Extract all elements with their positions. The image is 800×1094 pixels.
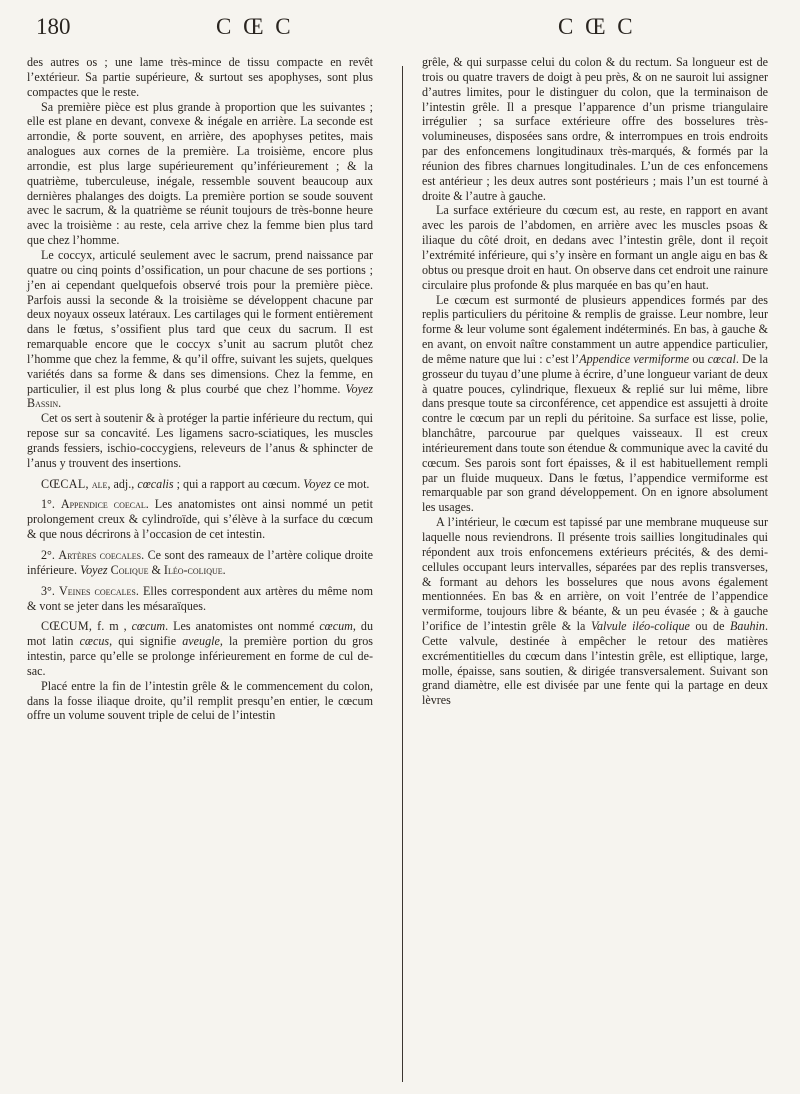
latin-term: cœcal bbox=[707, 351, 736, 366]
running-title-right: C Œ C bbox=[558, 14, 636, 39]
running-head bbox=[26, 14, 766, 44]
subentry bbox=[27, 548, 373, 578]
paragraph bbox=[27, 248, 373, 411]
latin-term: cœcalis bbox=[137, 476, 174, 491]
grammar-note: ale bbox=[91, 476, 108, 491]
column-divider bbox=[402, 66, 403, 1082]
definition-text: ce mot. bbox=[333, 476, 370, 491]
entry-coecum bbox=[27, 619, 373, 678]
paragraph: Cet os sert à soutenir & à protéger la partie inférieure du rectum, qui repose sur sa concavité. Les ligamens sacro-sciatiques, les muscles grands fessiers, ischio-coccygiens, releveurs de l’anus & sphincter de l’anus y trouvent des insertions. bbox=[27, 411, 373, 470]
subentry-text: Elles correspondent aux artères du même nom & vont se jeter dans les mésaraïques. bbox=[27, 583, 373, 613]
paragraph-text: ou de bbox=[689, 619, 731, 634]
subentry-number: 3°. bbox=[41, 583, 55, 598]
subentry-text: Ce sont des rameaux de l’artère colique droite inférieure. bbox=[27, 548, 373, 577]
latin-term: aveugle bbox=[182, 634, 220, 649]
see-reference: Voyez bbox=[80, 562, 108, 577]
running-title-left: C Œ C bbox=[216, 14, 294, 39]
paragraph-text: ou bbox=[689, 351, 708, 366]
subentry-text: Les anatomistes ont ainsi nommé un petit prolongement creux & cylindroïde, qui s’élève à la surface du cœcum & que nous décrirons à l’occasion de cet intestin. bbox=[27, 497, 374, 542]
paragraph: grêle, & qui surpasse celui du colon & du rectum. Sa longueur est de trois ou quatre travers de doigt à peu près, & on ne sauroit lui assigner d’autres limites, pour le distinguer du colon, que la terminaison de l’intestin grêle. Il a presque l’apparence d’un prisme triangulaire irrégulier ; sa surface extérieure offre des bosselures très-volumineuses, disposées sans ordre, & interrompues en trois endroits par des enfoncemens longitudinaux très-marqués, & formés par la réunion des fibres charnues longitudinales. L’un de ces enfoncemens est antérieur ; les deux autres sont postérieurs ; mais l’un est tourné à droite & l’autre à gauche. bbox=[422, 55, 768, 203]
subentry-term: Appendice coecal. bbox=[60, 497, 149, 512]
subentry bbox=[27, 497, 373, 542]
see-reference: Voyez bbox=[345, 381, 373, 396]
definition-text: , du mot latin bbox=[27, 619, 373, 649]
subentry bbox=[27, 584, 373, 614]
entry-headword: CŒCUM, bbox=[41, 619, 93, 634]
right-column bbox=[422, 55, 768, 708]
latin-term: cæcus bbox=[79, 634, 110, 649]
latin-term: cœcum bbox=[131, 619, 166, 634]
paragraph bbox=[422, 515, 768, 708]
subentry-number: 2°. bbox=[41, 548, 55, 562]
paragraph-text: A l’intérieur, le cœcum est tapissé par une membrane muqueuse sur laquelle nous reviendrons. Il présente trois saillies longitudinales qui répondent aux trois enfoncemens extérieurs précités, & des demi-cellules occupant leurs intervalles, séparées par des replis transverses, & formant au dehors les bosselures que nous avons également mentionnées. En bas & en arrière, on voit l’entrée de l’appendice vermiforme, toujours libre & béante, & un peu évasée ; & à gauche l’orifice de l’intestin grêle & la bbox=[422, 515, 768, 634]
definition-text: ; qui a rapport au cœcum. bbox=[176, 476, 301, 491]
entry-coecal bbox=[27, 477, 373, 492]
subentry-term: Artères coecales. bbox=[58, 548, 145, 562]
paragraph-text: . De la grosseur du tuyau d’une plume à écrire, d’une longueur variant de deux à quatre pouces, cylindrique, flexueux & replié sur lui même, libre dans presque toute sa circonférence, cet appendice est assujetti à droite contre le cœcum par un repli du péritoine. Sa surface est lisse, polie, blanchâtre, parcourue par quelques vaisseaux. Il est creux intérieurement dans toute son étendue & communique avec la cavité du cœcum. Ses parois sont fort épaisses, & il est habituellement rempli par un fluide muqueux. Dans le fœtus, l’appendice vermiforme est remarquable par son grand développement. On en ignore absolument les usages. bbox=[422, 351, 769, 515]
paragraph: Placé entre la fin de l’intestin grêle & le commencement du colon, dans la fosse iliaque droite, qu’il remplit presqu’en entier, le cœcum offre un volume souvent triple de celui de l’intestin bbox=[27, 678, 373, 723]
paragraph: des autres os ; une lame très-mince de tissu compacte en revêt l’extérieur. Sa partie supérieure, & surtout ses apophyses, sont plus compactes que le reste. bbox=[27, 55, 373, 99]
cross-reference: Appendice vermiforme bbox=[579, 351, 690, 366]
page-number: 180 bbox=[36, 14, 71, 39]
subentry-number: 1°. bbox=[41, 497, 55, 512]
paragraph: Sa première pièce est plus grande à proportion que les suivantes ; elle est plane en devant, convexe & inégale en arrière. La seconde est arrondie, & porte souvent, en arrière, des apophyses petites, mais analogues aux cornes de la première. La troisième, encore plus arrondie, est plus large supérieurement qu’inférieurement ; & la quatrième, tuberculeuse, inégale, ressemble souvent beaucoup aux dernières phalanges des doigts. La première portion se soude souvent avec le sacrum, & la quatrième se réunit toujours de très-bonne heure avec la troisième : au reste, cela arrive chez la femme bien plus tard que chez l’homme. bbox=[27, 99, 373, 248]
proper-name: Bauhin bbox=[730, 619, 765, 634]
paragraph-text: . Cette valvule, destinée à empêcher le retour des matières excrémentitielles du cœcum dans l’intestin grêle, est elliptique, large, molle, épaisse, sans soutien, & dirigée transversalement. Suivant son grand diamètre, elle est divisée par une fente qui la partage en deux lèvres bbox=[422, 619, 768, 708]
grammar-note: , adj., bbox=[107, 476, 135, 491]
grammar-note: f. m , bbox=[97, 619, 127, 634]
cross-reference: Valvule iléo-colique bbox=[590, 619, 690, 634]
paragraph-text: Le cœcum est surmonté de plusieurs appendices formés par des replis particuliers du péritoine & remplis de graisse. Leur nombre, leur forme & leur volume sont également indéterminés. En bas, à gauche & en avant, on envoit naître constamment un autre appendice particulier, de même nature que lui : c’est l’ bbox=[422, 292, 768, 366]
subentry-term: Veines coecales. bbox=[59, 583, 139, 598]
cross-reference: Bassin. bbox=[27, 396, 62, 411]
latin-term: cœcum bbox=[319, 619, 353, 634]
cross-reference: Colique & Iléo-colique. bbox=[110, 562, 226, 577]
definition-text: , qui signifie bbox=[109, 634, 177, 649]
paragraph-text: Le coccyx, articulé seulement avec le sacrum, prend naissance par quatre ou cinq points d’ossification, un pour chacune de ses portions ; j’en ai cependant quelquefois observé trois pour la première pièce. Parfois aussi la seconde & la troisième se développent chacune par deux noyaux osseux latéraux. Les cartilages qui le forment entièrement dans le fœtus, s’ossifient plus tard que ceux du sacrum. Il est remarquable encore que le coccyx s’unit au sacrum plutôt chez l’homme que chez la femme, & qu’il offre, suivant les sujets, quelques variétés dans sa forme & dans ses dimensions. Chez la femme, en particulier, il est plus long & plus courbé que chez l’homme. bbox=[27, 247, 373, 396]
paragraph bbox=[422, 293, 768, 516]
paragraph: La surface extérieure du cœcum est, au reste, en rapport en avant avec les parois de l’abdomen, en arrière avec les muscles psoas & iliaque du côté droit, en dedans avec l’intestin grêle, dont il reçoit l’extrémité inférieure, qui s’y insère en formant un angle aigu en bas & obtus ou presque droit en haut. On observe dans cet endroit une rainure circulaire plus profonde & plus marquée en bas qu’en haut. bbox=[422, 203, 768, 292]
definition-text: , la première portion du gros intestin, parce qu’elle se prolonge inférieurement en forme de cul de-sac. bbox=[27, 634, 373, 678]
left-column bbox=[27, 55, 373, 723]
see-reference: Voyez bbox=[303, 476, 331, 491]
entry-headword: CŒCAL, bbox=[41, 476, 89, 491]
definition-text: . Les anatomistes ont nommé bbox=[165, 619, 315, 634]
